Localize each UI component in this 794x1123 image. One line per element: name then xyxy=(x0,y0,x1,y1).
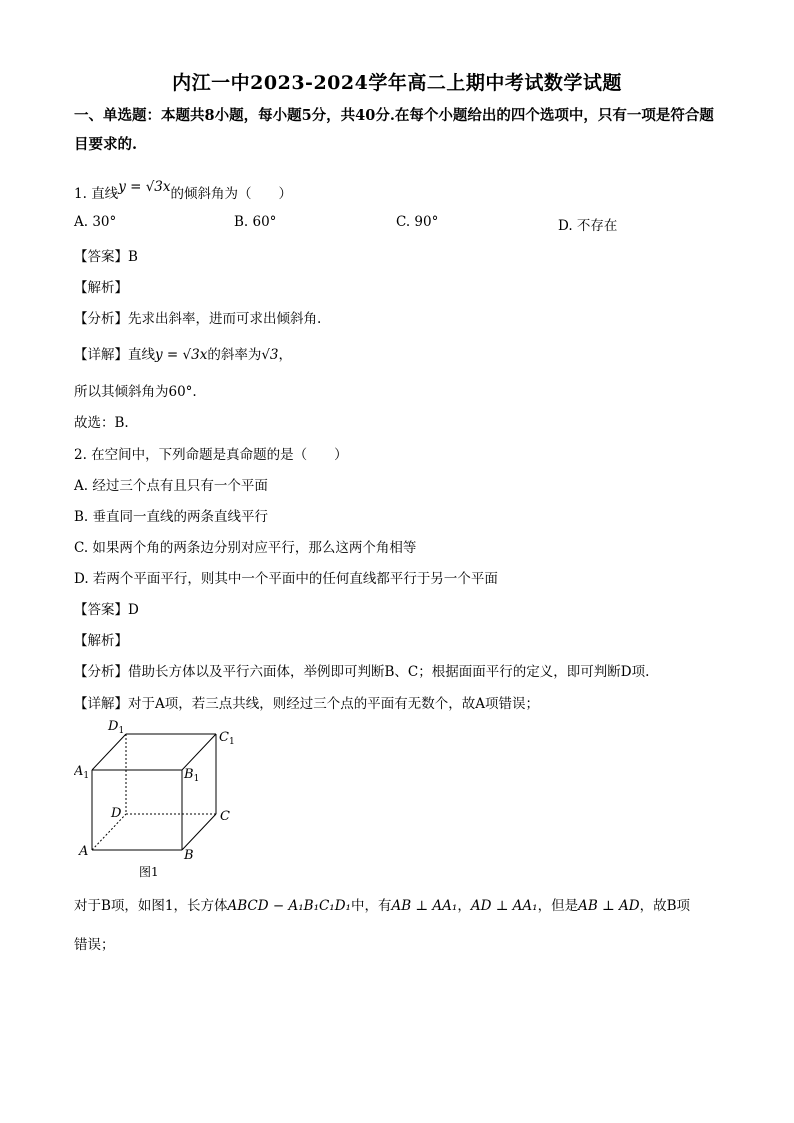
option-d: D. 不存在 xyxy=(558,218,618,234)
b-analysis-line2: 错误； xyxy=(74,937,115,953)
q2-analysis-label: 【解析】 xyxy=(74,633,128,649)
solid-name: ABCD − A₁B₁C₁D₁ xyxy=(227,898,351,914)
q2-option-d: D. 若两个平面平行，则其中一个平面中的任何直线都平行于另一个平面 xyxy=(74,571,498,587)
q2-answer-label: 【答案】D xyxy=(74,602,139,618)
detail-end: ， xyxy=(278,347,293,363)
cuboid-figure xyxy=(74,714,244,884)
b-analysis-line1 xyxy=(74,894,690,914)
option-a: A. 30° xyxy=(74,214,117,230)
relation-3: AB ⊥ AD xyxy=(578,898,640,914)
question-2-stem: 2. 在空间中，下列命题是真命题的是（ ） xyxy=(74,447,348,463)
stem-prefix: 直线 xyxy=(91,186,119,202)
label-b1: $B_1$ xyxy=(184,767,200,784)
question-number: 1. xyxy=(74,186,87,202)
edge-a1d1 xyxy=(92,734,126,770)
q2-option-a: A. 经过三个点有且只有一个平面 xyxy=(74,478,268,494)
conclusion-text: 所以其倾斜角为60°. xyxy=(74,384,197,400)
edge-bc xyxy=(182,814,216,850)
choose-text: 故选：B. xyxy=(74,415,129,431)
b-mid1: 中，有 xyxy=(350,898,392,914)
detail-text xyxy=(74,343,292,363)
q2-detail-text: 【详解】对于A项，若三点共线，则经过三个点的平面有无数个，故A项错误； xyxy=(74,696,539,712)
b-sep: ， xyxy=(457,898,471,914)
q2-option-c: C. 如果两个角的两条边分别对应平行，那么这两个角相等 xyxy=(74,540,417,556)
label-d1: $D_1$ xyxy=(108,719,125,736)
analysis-label: 【解析】 xyxy=(74,280,128,296)
label-a: A xyxy=(79,844,89,859)
label-b: B xyxy=(184,848,194,863)
relation-1: AB ⊥ AA₁ xyxy=(391,898,458,914)
fenxi-text: 【分析】先求出斜率，进而可求出倾斜角. xyxy=(74,311,322,327)
option-b: B. 60° xyxy=(234,214,277,230)
q2-fenxi-text: 【分析】借助长方体以及平行六面体，举例即可判断B、C；根据面面平行的定义，即可判断D项. xyxy=(74,664,650,680)
stem-suffix: 的倾斜角为（ ） xyxy=(170,186,293,202)
b-prefix: 对于B项，如图1，长方体 xyxy=(74,898,228,914)
edge-b1c1 xyxy=(182,734,216,770)
page-title: 内江一中2023-2024学年高二上期中考试数学试题 xyxy=(172,72,622,94)
b-end: ，故B项 xyxy=(639,898,691,914)
figure-caption: 图1 xyxy=(139,865,159,879)
label-c: C xyxy=(220,809,230,824)
q2-option-b: B. 垂直同一直线的两条直线平行 xyxy=(74,509,269,525)
detail-prefix: 【详解】直线 xyxy=(74,347,155,363)
answer-label: 【答案】B xyxy=(74,249,138,265)
relation-2: AD ⊥ AA₁ xyxy=(470,898,538,914)
label-c1: $C_1$ xyxy=(219,730,235,747)
detail-formula: y = √3x xyxy=(155,347,208,363)
label-d: D xyxy=(111,806,122,821)
label-a1: $A_1$ xyxy=(74,764,90,781)
line-formula: y = √3x xyxy=(118,179,171,195)
question-1-stem xyxy=(74,179,293,202)
detail-mid: 的斜率为 xyxy=(207,347,262,363)
slope-value: √3 xyxy=(261,347,279,363)
option-c: C. 90° xyxy=(396,214,439,230)
section-heading: 一、单选题：本题共8小题，每小题5分，共40分.在每个小题给出的四个选项中，只有一项是符合题目要求的. xyxy=(74,107,714,153)
b-mid2: ，但是 xyxy=(537,898,579,914)
